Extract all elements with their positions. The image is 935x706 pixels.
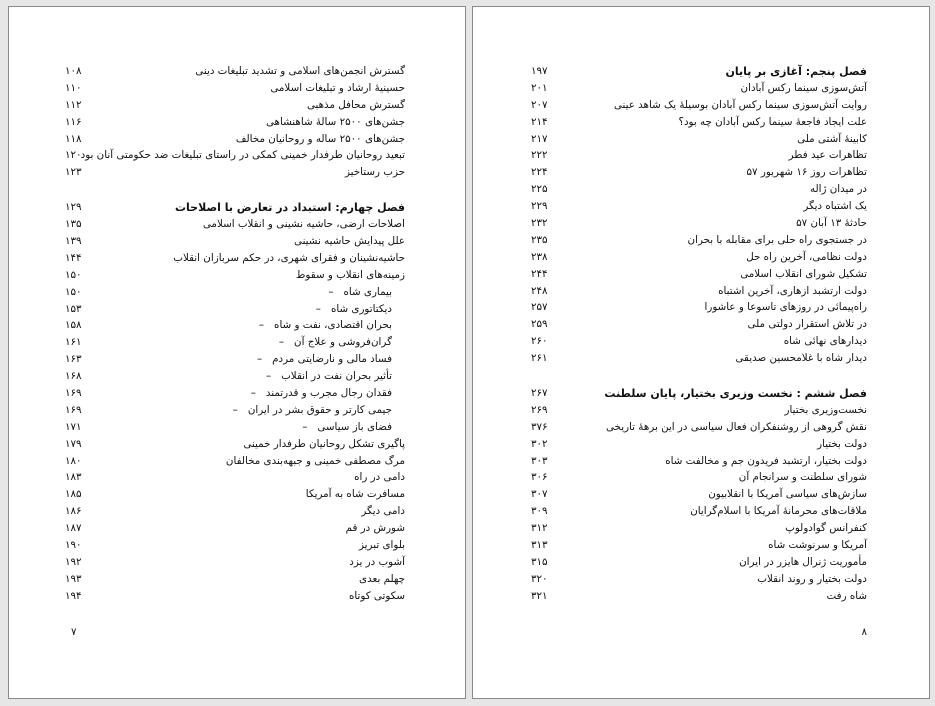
entry-page-number: ۳۰۲ [531,437,548,450]
toc-entry [473,114,929,131]
toc-entry [473,147,929,164]
entry-title: گسترش محافل مذهبی [306,98,405,111]
chapter-heading: فصل ششم : نخست وزیری بختیار، پایان سلطنت [604,387,867,401]
entry-page-number: ۱۹۳ [65,572,82,585]
entry-page-number: ۱۶۳ [65,353,82,366]
toc-entry [9,164,465,181]
entry-page-number: ۱۲۳ [65,166,82,179]
toc-entry [473,571,929,588]
entry-page-number: ۳۱۳ [531,539,548,552]
toc-entry [473,554,929,571]
toc-entry [473,80,929,97]
entry-page-number: ۲۶۱ [531,352,548,365]
right-page [472,6,930,699]
entry-title: در میدان ژاله [809,183,867,196]
toc-entry [9,554,465,571]
entry-page-number: ۲۲۹ [531,200,548,213]
toc-entry [9,80,465,97]
toc-entry [9,250,465,267]
entry-page-number: ۲۶۰ [531,335,548,348]
entry-title: در جستجوی راه حلی برای مقابله با بحران [687,233,867,246]
entry-page-number: ۱۹۷ [531,65,548,77]
entry-title: مأموریت ژنرال هایزر در ایران [739,555,867,568]
entry-page-number: ۱۹۲ [65,555,82,568]
entry-page-number: ۲۲۲ [531,149,548,162]
entry-title: علت ایجاد فاجعهٔ سینما رکس آبادان چه بود؟ [678,115,867,128]
toc-entry [9,267,465,284]
entry-page-number: ۱۵۸ [65,319,82,332]
entry-title: حسینیهٔ ارشاد و تبلیغات اسلامی [270,81,405,94]
entry-page-number: ۱۳۹ [65,235,82,248]
entry-title: نخست‌وزیری بختیار [784,403,867,416]
entry-page-number: ۲۳۵ [531,233,548,246]
toc-entry [9,114,465,131]
entry-title: آمریکا و سرنوشت شاه [768,539,867,552]
toc-entry [9,402,465,419]
entry-title: علل پیدایش حاشیه نشینی [293,235,405,248]
entry-page-number: ۱۸۶ [65,505,82,518]
entry-title: مسافرت شاه به آمریکا [305,488,405,501]
entry-title: تبعید روحانیان طرفدار خمینی کمکی در راستای تبلیغات ضد حکومتی آنان بود [80,149,405,162]
page-number: ۷ [71,626,77,638]
entry-page-number: ۲۱۷ [531,132,548,145]
page-number: ۸ [861,626,867,638]
toc-entry [9,588,465,605]
chapter-heading: فصل چهارم: استبداد در تعارض با اصلاحات [175,201,405,215]
entry-title: کنفرانس گوادولوپ [785,522,867,535]
entry-page-number: ۳۲۱ [531,589,548,602]
entry-title: در تلاش استقرار دولتی ملی [747,318,867,331]
entry-page-number: ۲۰۱ [531,81,548,94]
entry-title: دولت ارتشبد ازهاری، آخرین اشتباه [718,284,867,297]
section-gap [473,367,929,385]
entry-title: گران‌فروشی و علاج آن – [279,334,392,351]
toc-entry [9,385,465,402]
entry-page-number: ۳۰۷ [531,488,548,501]
toc-entry [473,453,929,470]
entry-title: جشن‌های ۲۵۰۰ ساله و روحانیان مخالف [235,132,405,145]
entry-title: حاشیه‌نشینان و فقرای شهری، در حکم سربازان انقلاب [173,251,405,264]
toc-entry [9,368,465,385]
entry-page-number: ۱۶۹ [65,403,82,416]
entry-page-number: ۲۰۷ [531,98,548,111]
toc-entry [473,537,929,554]
entry-page-number: ۱۱۶ [65,115,82,128]
entry-title: زمینه‌های انقلاب و سقوط [295,268,405,281]
toc-entry [9,469,465,486]
entry-title: دامی دیگر [361,505,405,518]
toc-entry [473,131,929,148]
toc-entry [9,436,465,453]
entry-title: یک اشتباه دیگر [803,200,867,213]
entry-title: اصلاحات ارضی، حاشیه نشینی و انقلاب اسلامی [202,218,405,231]
entry-title: جشن‌های ۲۵۰۰ سالهٔ شاهنشاهی [265,115,405,128]
toc-entry [9,334,465,351]
toc-entry [473,181,929,198]
toc-entry [9,216,465,233]
entry-title: سازش‌های سیاسی آمریکا با انقلابیون [708,488,867,501]
entry-title: بیماری شاه – [328,284,392,301]
entry-title: تظاهرات عید فطر [788,149,867,162]
toc-entry [473,486,929,503]
entry-page-number: ۱۳۵ [65,218,82,231]
toc-list [473,63,929,605]
toc-entry [9,63,465,80]
entry-title: شورش در قم [345,522,405,535]
toc-entry [473,469,929,486]
toc-entry [9,284,465,301]
entry-page-number: ۱۱۰ [65,81,82,94]
entry-title: ملاقات‌های محرمانهٔ آمریکا با اسلام‌گرایان [690,505,867,518]
entry-title: دولت بختیار [817,437,867,450]
toc-entry [473,350,929,367]
toc-list [9,63,465,605]
entry-title: تأثیر بحران نفت در انقلاب – [266,368,392,385]
entry-title: دیدارهای نهائی شاه [783,335,867,348]
toc-entry [9,301,465,318]
entry-title: مرگ مصطفی خمینی و جبهه‌بندی مخالفان [225,454,405,467]
toc-entry [9,453,465,470]
entry-page-number: ۲۱۴ [531,115,548,128]
entry-page-number: ۱۱۲ [65,98,82,111]
entry-title: تشکیل شورای انقلاب اسلامی [740,267,867,280]
toc-entry [9,537,465,554]
entry-title: بحران اقتصادی، نفت و شاه – [259,317,392,334]
toc-entry [473,588,929,605]
toc-entry [9,233,465,250]
chapter-heading: فصل پنجم: آغازی بر پایان [725,65,867,78]
entry-page-number: ۱۱۸ [65,132,82,145]
entry-page-number: ۱۹۴ [65,589,82,602]
entry-page-number: ۲۴۴ [531,267,548,280]
entry-title: چهلم بعدی [359,572,405,585]
toc-entry [9,503,465,520]
entry-title: نقش گروهی از روشنفکران فعال سیاسی در این برههٔ تاریخی [605,420,867,433]
toc-entry [473,283,929,300]
entry-page-number: ۱۷۱ [65,420,82,433]
toc-entry [9,131,465,148]
toc-entry [473,198,929,215]
toc-entry [473,520,929,537]
entry-page-number: ۲۴۸ [531,284,548,297]
toc-entry [473,164,929,181]
entry-page-number: ۲۳۲ [531,217,548,230]
toc-entry [9,97,465,114]
toc-entry [473,436,929,453]
entry-title: دامی در راه [354,471,405,484]
toc-entry [473,333,929,350]
entry-page-number: ۳۷۶ [531,420,548,433]
entry-page-number: ۲۶۹ [531,403,548,416]
toc-entry [473,503,929,520]
toc-entry [473,299,929,316]
left-page [8,6,466,699]
entry-page-number: ۱۸۳ [65,471,82,484]
entry-title: آشوب در یزد [349,555,405,568]
toc-entry [9,486,465,503]
entry-page-number: ۱۸۰ [65,454,82,467]
entry-title: آتش‌سوزی سینما رکس آبادان [740,81,867,94]
entry-title: فقدان رجال مجرب و قدرتمند – [251,385,392,402]
entry-title: پاگیری تشکل روحانیان طرفدار خمینی [243,437,405,450]
entry-page-number: ۳۰۶ [531,471,548,484]
entry-title: شورای سلطنت و سرانجام آن [738,471,867,484]
entry-page-number: ۱۴۴ [65,251,82,264]
entry-page-number: ۲۵۹ [531,318,548,331]
entry-title: تظاهرات روز ۱۶ شهریور ۵۷ [746,166,867,179]
entry-title: روایت آتش‌سوزی سینما رکس آبادان بوسیلهٔ یک شاهد عینی [613,98,867,111]
entry-page-number: ۱۶۱ [65,336,82,349]
section-gap [9,181,465,199]
entry-page-number: ۱۷۹ [65,437,82,450]
entry-title: شاه رفت [826,589,867,602]
entry-page-number: ۱۸۷ [65,522,82,535]
toc-entry [473,232,929,249]
entry-title: دولت نظامی، آخرین راه حل [746,250,867,263]
entry-page-number: ۳۰۹ [531,505,548,518]
entry-page-number: ۱۸۵ [65,488,82,501]
toc-entry [9,520,465,537]
entry-page-number: ۳۱۵ [531,555,548,568]
entry-page-number: ۳۲۰ [531,572,548,585]
entry-title: جیمی کارتر و حقوق بشر در ایران – [233,402,392,419]
entry-page-number: ۲۳۸ [531,250,548,263]
toc-entry [473,97,929,114]
entry-title: سکوتی کوتاه [349,589,405,602]
chapter-heading-row [9,199,465,216]
entry-title: دیکتاتوری شاه – [316,301,392,318]
entry-page-number: ۳۱۲ [531,522,548,535]
entry-title: فضای باز سیاسی – [302,419,392,436]
entry-title: گسترش انجمن‌های اسلامی و تشدید تبلیغات دینی [195,65,405,77]
entry-page-number: ۱۵۰ [65,285,82,298]
chapter-heading-row [473,63,929,80]
entry-title: دولت بختیار، ارتشبد فریدون جم و مخالفت شاه [665,454,867,467]
toc-entry [9,147,465,164]
entry-page-number: ۱۵۳ [65,302,82,315]
entry-title: دیدار شاه با غلامحسین صدیقی [735,352,867,365]
toc-entry [9,419,465,436]
entry-page-number: ۱۲۹ [65,201,82,214]
entry-page-number: ۲۲۵ [531,183,548,196]
toc-entry [473,316,929,333]
toc-entry [473,402,929,419]
toc-entry [9,351,465,368]
entry-page-number: ۱۶۸ [65,370,82,383]
entry-page-number: ۱۰۸ [65,65,82,77]
entry-title: راه‌پیمائی در روزهای تاسوعا و عاشورا [704,301,867,314]
entry-page-number: ۲۵۷ [531,301,548,314]
entry-title: حادثهٔ ۱۳ آبان ۵۷ [796,217,867,230]
toc-entry [473,249,929,266]
entry-title: حزب رستاخیز [344,166,405,179]
entry-page-number: ۳۰۳ [531,454,548,467]
entry-page-number: ۱۵۰ [65,268,82,281]
toc-entry [473,266,929,283]
chapter-heading-row [473,385,929,402]
entry-page-number: ۲۲۴ [531,166,548,179]
entry-page-number: ۱۲۰ [65,149,82,162]
entry-page-number: ۱۹۰ [65,539,82,552]
entry-title: دولت بختیار و روند انقلاب [757,572,867,585]
toc-entry [9,571,465,588]
entry-title: کابینهٔ آشتی ملی [797,132,867,145]
entry-page-number: ۱۶۹ [65,387,82,400]
toc-entry [473,419,929,436]
entry-page-number: ۲۶۷ [531,387,548,400]
entry-title: بلوای تبریز [359,539,405,552]
toc-entry [473,215,929,232]
toc-entry [9,317,465,334]
entry-title: فساد مالی و نارضایتی مردم – [257,351,392,368]
